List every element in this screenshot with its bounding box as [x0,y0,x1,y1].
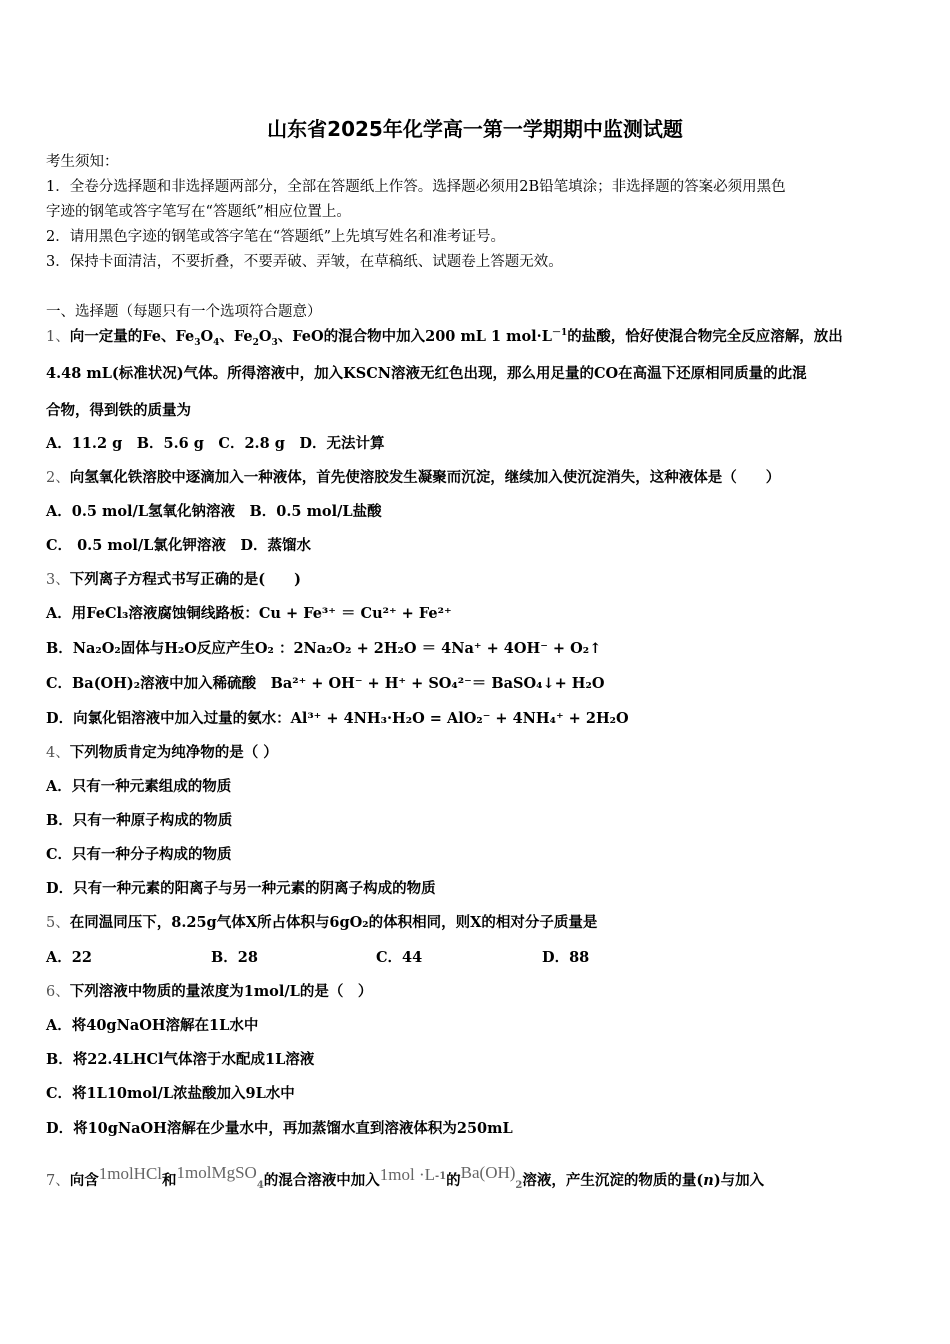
text: O [258,328,272,345]
notice-item: 3．保持卡面清洁，不要折叠，不要弄破、弄皱，在草稿纸、试题卷上答题无效。 [46,254,563,270]
question-2-stem [46,468,780,488]
formula: 1molHCl [98,1164,163,1183]
question-number: 1、 [46,329,70,345]
question-4-option-c: C．只有一种分子构成的物质 [46,846,232,863]
question-1-stem-cont: 4.48 mL(标准状况)气体。所得溶液中，加入KSCN溶液无红色出现，那么用足量的CO在高温下还原相同质量的此混 [46,365,807,382]
text: 、Fe [219,328,253,345]
notice-item: 1．全卷分选择题和非选择题两部分，全部在答题纸上作答。选择题必须用2B铅笔填涂；非选择题的答案必须用黑色 [46,179,786,195]
text: 向氢氧化铁溶胶中逐滴加入一种液体，首先使溶胶发生凝聚而沉淀，继续加入使沉淀消失，这种液体是（ ） [69,469,781,486]
question-7-stem [46,1163,764,1196]
question-3-option-b: B．Na₂O₂固体与H₂O反应产生O₂ ：2Na₂O₂ + 2H₂O ＝ 4Na⁺ + 4OH⁻ + O₂↑ [46,640,602,657]
question-number: 7、 [46,1173,70,1189]
question-2-options-cd: C． 0.5 mol/L氯化钾溶液 D．蒸馏水 [46,537,311,554]
text: 和 [162,1172,177,1189]
formula: 1mol ·L [379,1165,436,1184]
text: 向含 [69,1172,99,1189]
question-number: 2、 [46,470,70,486]
question-3-option-c: C．Ba(OH)₂溶液中加入稀硫酸 Ba²⁺ + OH⁻ + H⁺ + SO₄²⁻＝ BaSO₄↓+ H₂O [46,675,605,692]
notice-item: 字迹的钢笔或答字笔写在“答题纸”相应位置上。 [46,204,351,220]
text: 的盐酸，恰好使混合物完全反应溶解，放出 [567,328,843,345]
page-title: 山东省2025年化学高一第一学期期中监测试题 [267,117,683,141]
question-5-option-b: B．28 [211,949,258,966]
text: O [200,328,214,345]
question-6-stem [46,982,372,1002]
question-6-option-d: D．将10gNaOH溶解在少量水中，再加蒸馏水直到溶液体积为250mL [46,1120,513,1137]
question-3-option-a: A．用FeCl₃溶液腐蚀铜线路板：Cu + Fe³⁺ ＝ Cu²⁺ + Fe²⁺ [46,605,452,622]
question-number: 6、 [46,984,70,1000]
question-number: 4、 [46,745,70,761]
text: )与加入 [713,1172,765,1189]
question-6-option-c: C．将1L10mol/L浓盐酸加入9L水中 [46,1085,295,1102]
question-1-options: A．11.2 g B．5.6 g C．2.8 g D．无法计算 [46,435,385,452]
question-5-option-d: D．88 [542,949,590,966]
question-5-option-c: C．44 [376,949,423,966]
question-4-option-d: D．只有一种元素的阳离子与另一种元素的阴离子构成的物质 [46,880,436,897]
question-4-option-b: B．只有一种原子构成的物质 [46,812,233,829]
formula-superscript: -1 [435,1171,447,1182]
question-5-stem [46,913,597,933]
question-4-option-a: A．只有一种元素组成的物质 [46,778,232,795]
text: 下列溶液中物质的量浓度为1mol/L的是（ ） [69,983,373,1000]
question-3-option-d: D．向氯化铝溶液中加入过量的氨水：Al³⁺ + 4NH₃·H₂O = AlO₂⁻ + 4NH₄⁺ + 2H₂O [46,710,629,727]
formula-subscript: 4 [256,1180,264,1191]
formula-subscript: 2 [515,1180,523,1191]
text: 3 [271,337,278,348]
text: －1 [551,328,568,339]
text: 下列离子方程式书写正确的是( ) [69,571,301,588]
question-number: 5、 [46,915,70,931]
text: 下列物质肯定为纯净物的是（ ） [69,744,278,761]
text: n [703,1172,714,1189]
question-6-option-b: B．将22.4LHCl气体溶于水配成1L溶液 [46,1051,315,1068]
question-3-stem [46,570,301,590]
question-2-options-ab: A．0.5 mol/L氢氧化钠溶液 B．0.5 mol/L盐酸 [46,503,382,520]
question-1-stem-cont: 合物，得到铁的质量为 [46,402,191,419]
question-6-option-a: A．将40gNaOH溶解在1L水中 [46,1017,259,1034]
text: 向一定量的Fe、Fe [69,328,195,345]
text: 2 [252,337,259,348]
text: 3 [194,337,201,348]
question-5-option-a: A．22 [46,949,92,966]
text: 的混合溶液中加入 [263,1172,380,1189]
question-4-stem [46,743,278,763]
text: 在同温同压下，8.25g气体X所占体积与6gO₂的体积相同，则X的相对分子质量是 [69,914,598,931]
question-number: 3、 [46,572,70,588]
text: 溶液，产生沉淀的物质的量( [522,1172,704,1189]
text: 的 [446,1172,461,1189]
notice-item: 2．请用黑色字迹的钢笔或答字笔在“答题纸”上先填写姓名和准考证号。 [46,229,506,245]
formula: Ba(OH) [460,1163,516,1182]
text: 4 [213,337,220,348]
notice-heading: 考生须知： [46,154,119,170]
question-1-stem [46,327,843,347]
text: 、FeO的混合物中加入200 mL 1 mol·L [277,328,552,345]
formula: 1molMgSO [176,1163,257,1182]
section-heading: 一、选择题（每题只有一个选项符合题意） [46,304,322,320]
